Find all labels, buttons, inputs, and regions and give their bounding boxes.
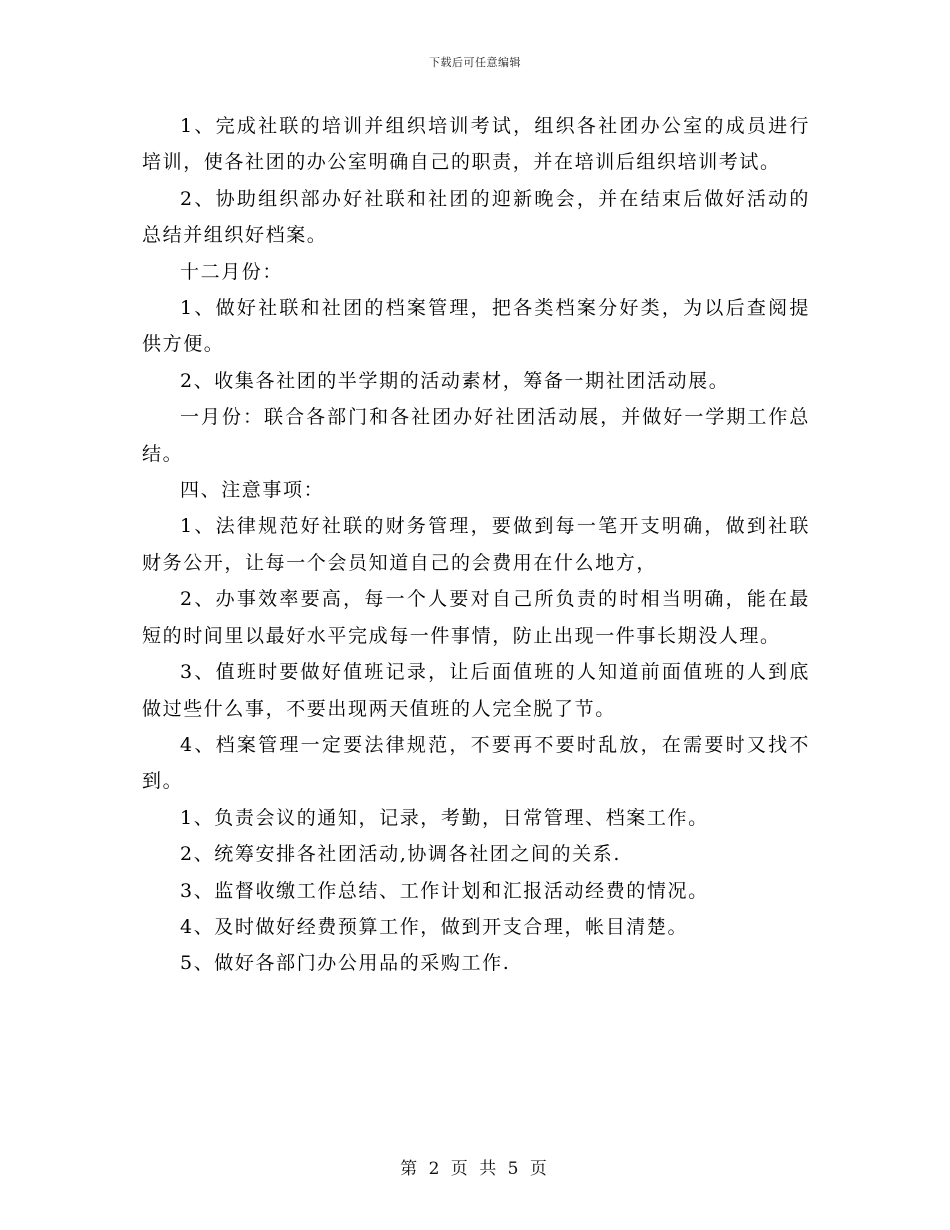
paragraph: 3、值班时要做好值班记录，让后面值班的人知道前面值班的人到底做过些什么事，不要出现两天值班的人完全脱了节。 bbox=[142, 661, 810, 720]
paragraph: 4、及时做好经费预算工作，做到开支合理，帐目清楚。 bbox=[180, 915, 689, 938]
document-body bbox=[142, 108, 810, 982]
paragraph: 1、法律规范好社联的财务管理，要做到每一笔开支明确，做到社联财务公开，让每一个会员知道自己的会费用在什么地方， bbox=[142, 515, 810, 574]
paragraph: 1、负责会议的通知，记录，考勤，日常管理、档案工作。 bbox=[180, 806, 709, 829]
paragraph: 1、做好社联和社团的档案管理，把各类档案分好类，为以后查阅提供方便。 bbox=[142, 297, 810, 356]
page-footer: 第 2 页 共 5 页 bbox=[400, 1159, 550, 1179]
paragraph: 2、办事效率要高，每一个人要对自己所负责的时相当明确，能在最短的时间里以最好水平完成每一件事情，防止出现一件事长期没人理。 bbox=[142, 588, 810, 647]
page-header: 下载后可任意编辑 bbox=[429, 56, 521, 69]
paragraph: 4、档案管理一定要法律规范，不要再不要时乱放，在需要时又找不到。 bbox=[142, 733, 810, 793]
section-heading: 十二月份： bbox=[180, 260, 284, 283]
paragraph: 1、完成社联的培训并组织培训考试，组织各社团办公室的成员进行培训，使各社团的办公室明确自己的职责，并在培训后组织培训考试。 bbox=[142, 115, 810, 174]
paragraph: 2、统筹安排各社团活动,协调各社团之间的关系. bbox=[180, 843, 621, 866]
paragraph: 2、收集各社团的半学期的活动素材，筹备一期社团活动展。 bbox=[180, 369, 730, 392]
section-heading: 四、注意事项： bbox=[180, 479, 325, 502]
paragraph: 一月份：联合各部门和各社团办好社团活动展，并做好一学期工作总结。 bbox=[142, 406, 810, 465]
paragraph: 2、协助组织部办好社联和社团的迎新晚会，并在结束后做好活动的总结并组织好档案。 bbox=[142, 187, 810, 247]
paragraph: 5、做好各部门办公用品的采购工作. bbox=[180, 952, 511, 975]
paragraph: 3、监督收缴工作总结、工作计划和汇报活动经费的情况。 bbox=[180, 879, 709, 902]
